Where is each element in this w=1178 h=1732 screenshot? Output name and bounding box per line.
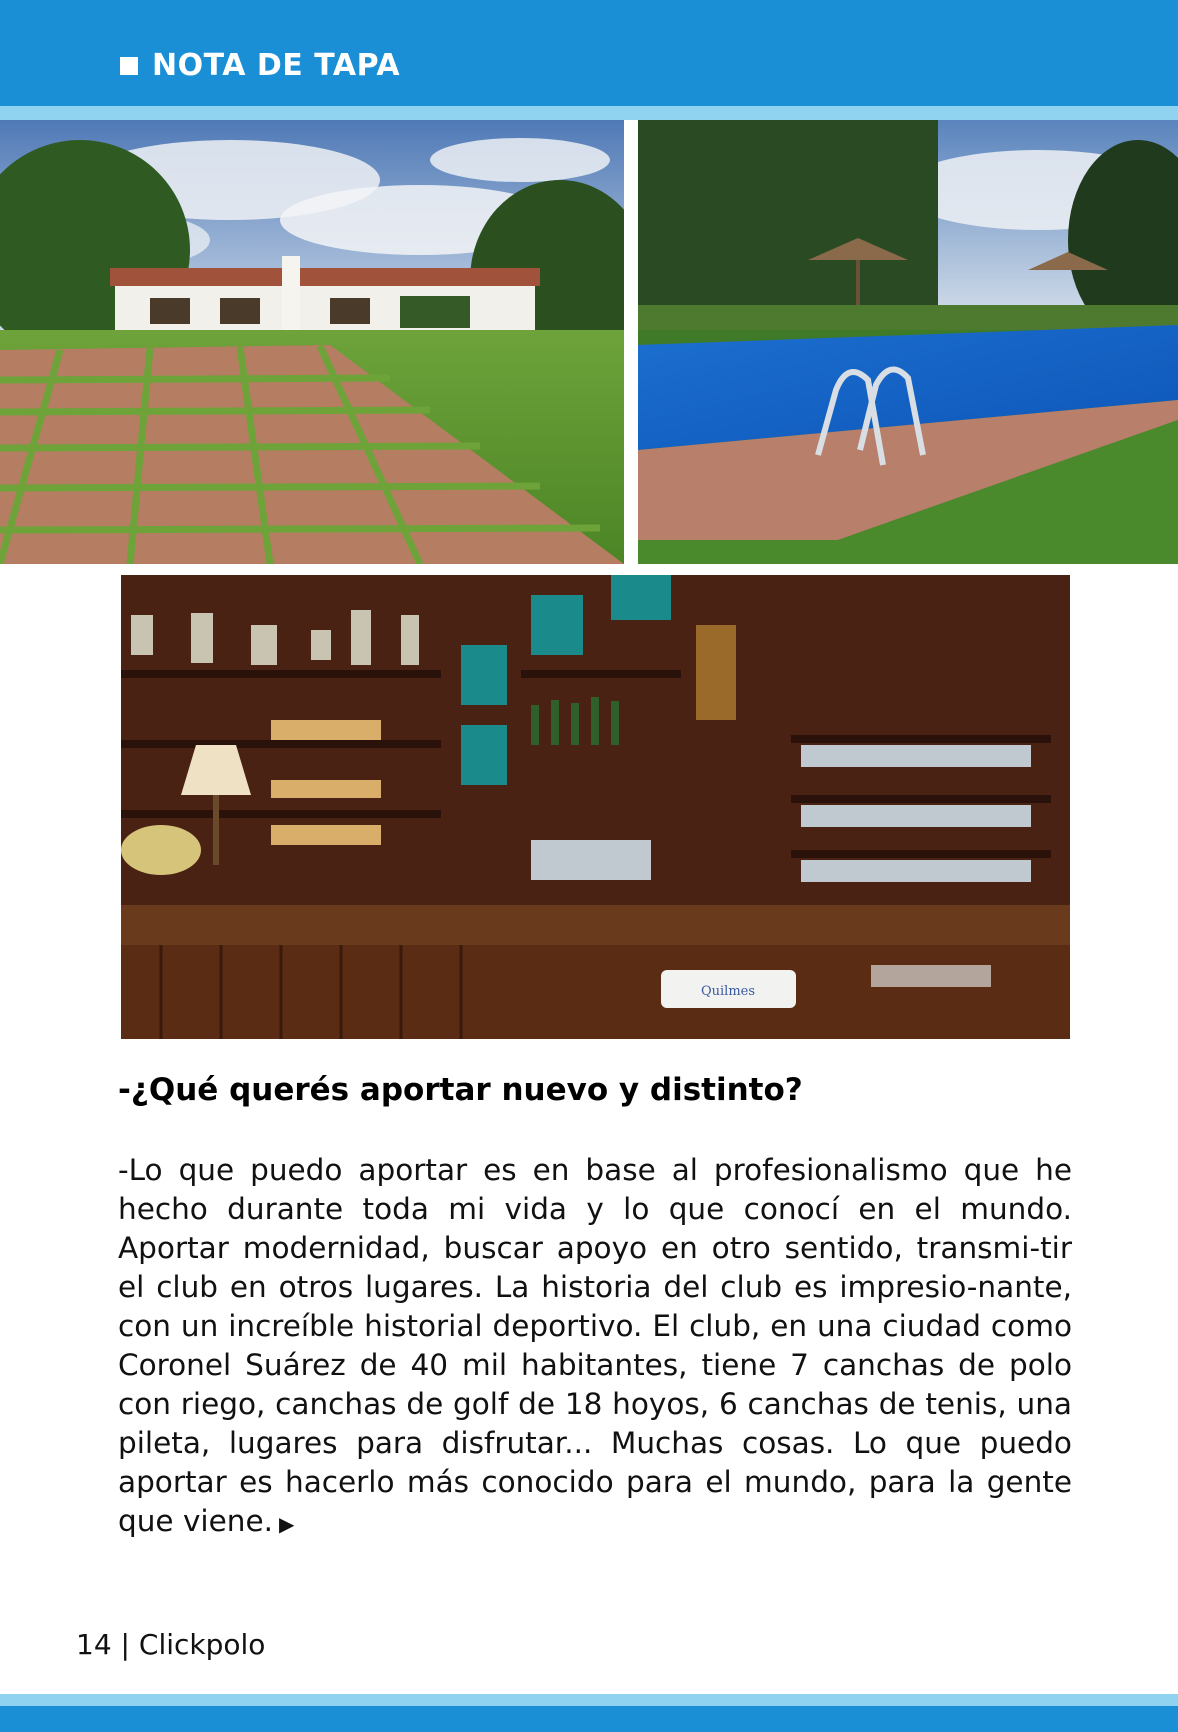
photo-club-bar	[121, 575, 1070, 1039]
interview-question: -¿Qué querés aportar nuevo y distinto?	[118, 1072, 803, 1108]
continue-arrow-icon: ▶	[278, 1512, 295, 1536]
section-label-text: NOTA DE TAPA	[152, 48, 401, 83]
header-stripe	[0, 106, 1178, 120]
page-footer	[76, 1628, 265, 1661]
publication-name: Clickpolo	[138, 1628, 266, 1661]
clubhouse-illustration	[0, 120, 624, 564]
footer-stripe	[0, 1694, 1178, 1706]
section-label	[120, 48, 400, 83]
bullet-square-icon	[120, 57, 138, 75]
photo-clubhouse-lawn	[0, 120, 624, 564]
page-number: 14	[76, 1628, 112, 1661]
footer-separator: |	[120, 1628, 130, 1661]
footer-bar	[0, 1706, 1178, 1732]
pool-illustration	[638, 120, 1178, 564]
interview-answer	[118, 1151, 1072, 1544]
photo-swimming-pool	[638, 120, 1178, 564]
answer-text: -Lo que puedo aportar es en base al profesionalismo que he hecho durante toda mi vida y lo que conocí en el mundo. Aportar modernidad, buscar apoyo en otro sentido, transmi-tir el club en otros lugares. La historia del club es impresio-nante, con un increíble historial deportivo. El club, en una ciudad como Coronel Suárez de 40 mil habitantes, tiene 7 canchas de polo con riego, canchas de golf de 18 hoyos, 6 canchas de tenis, una pileta, lugares para disfrutar... Muchas cosas. Lo que puedo aportar es hacerlo más conocido para el mundo, para la gente que viene.	[118, 1153, 1072, 1538]
ashtray-brand-label: Quilmes	[700, 984, 756, 999]
bar-illustration	[121, 575, 1070, 1039]
